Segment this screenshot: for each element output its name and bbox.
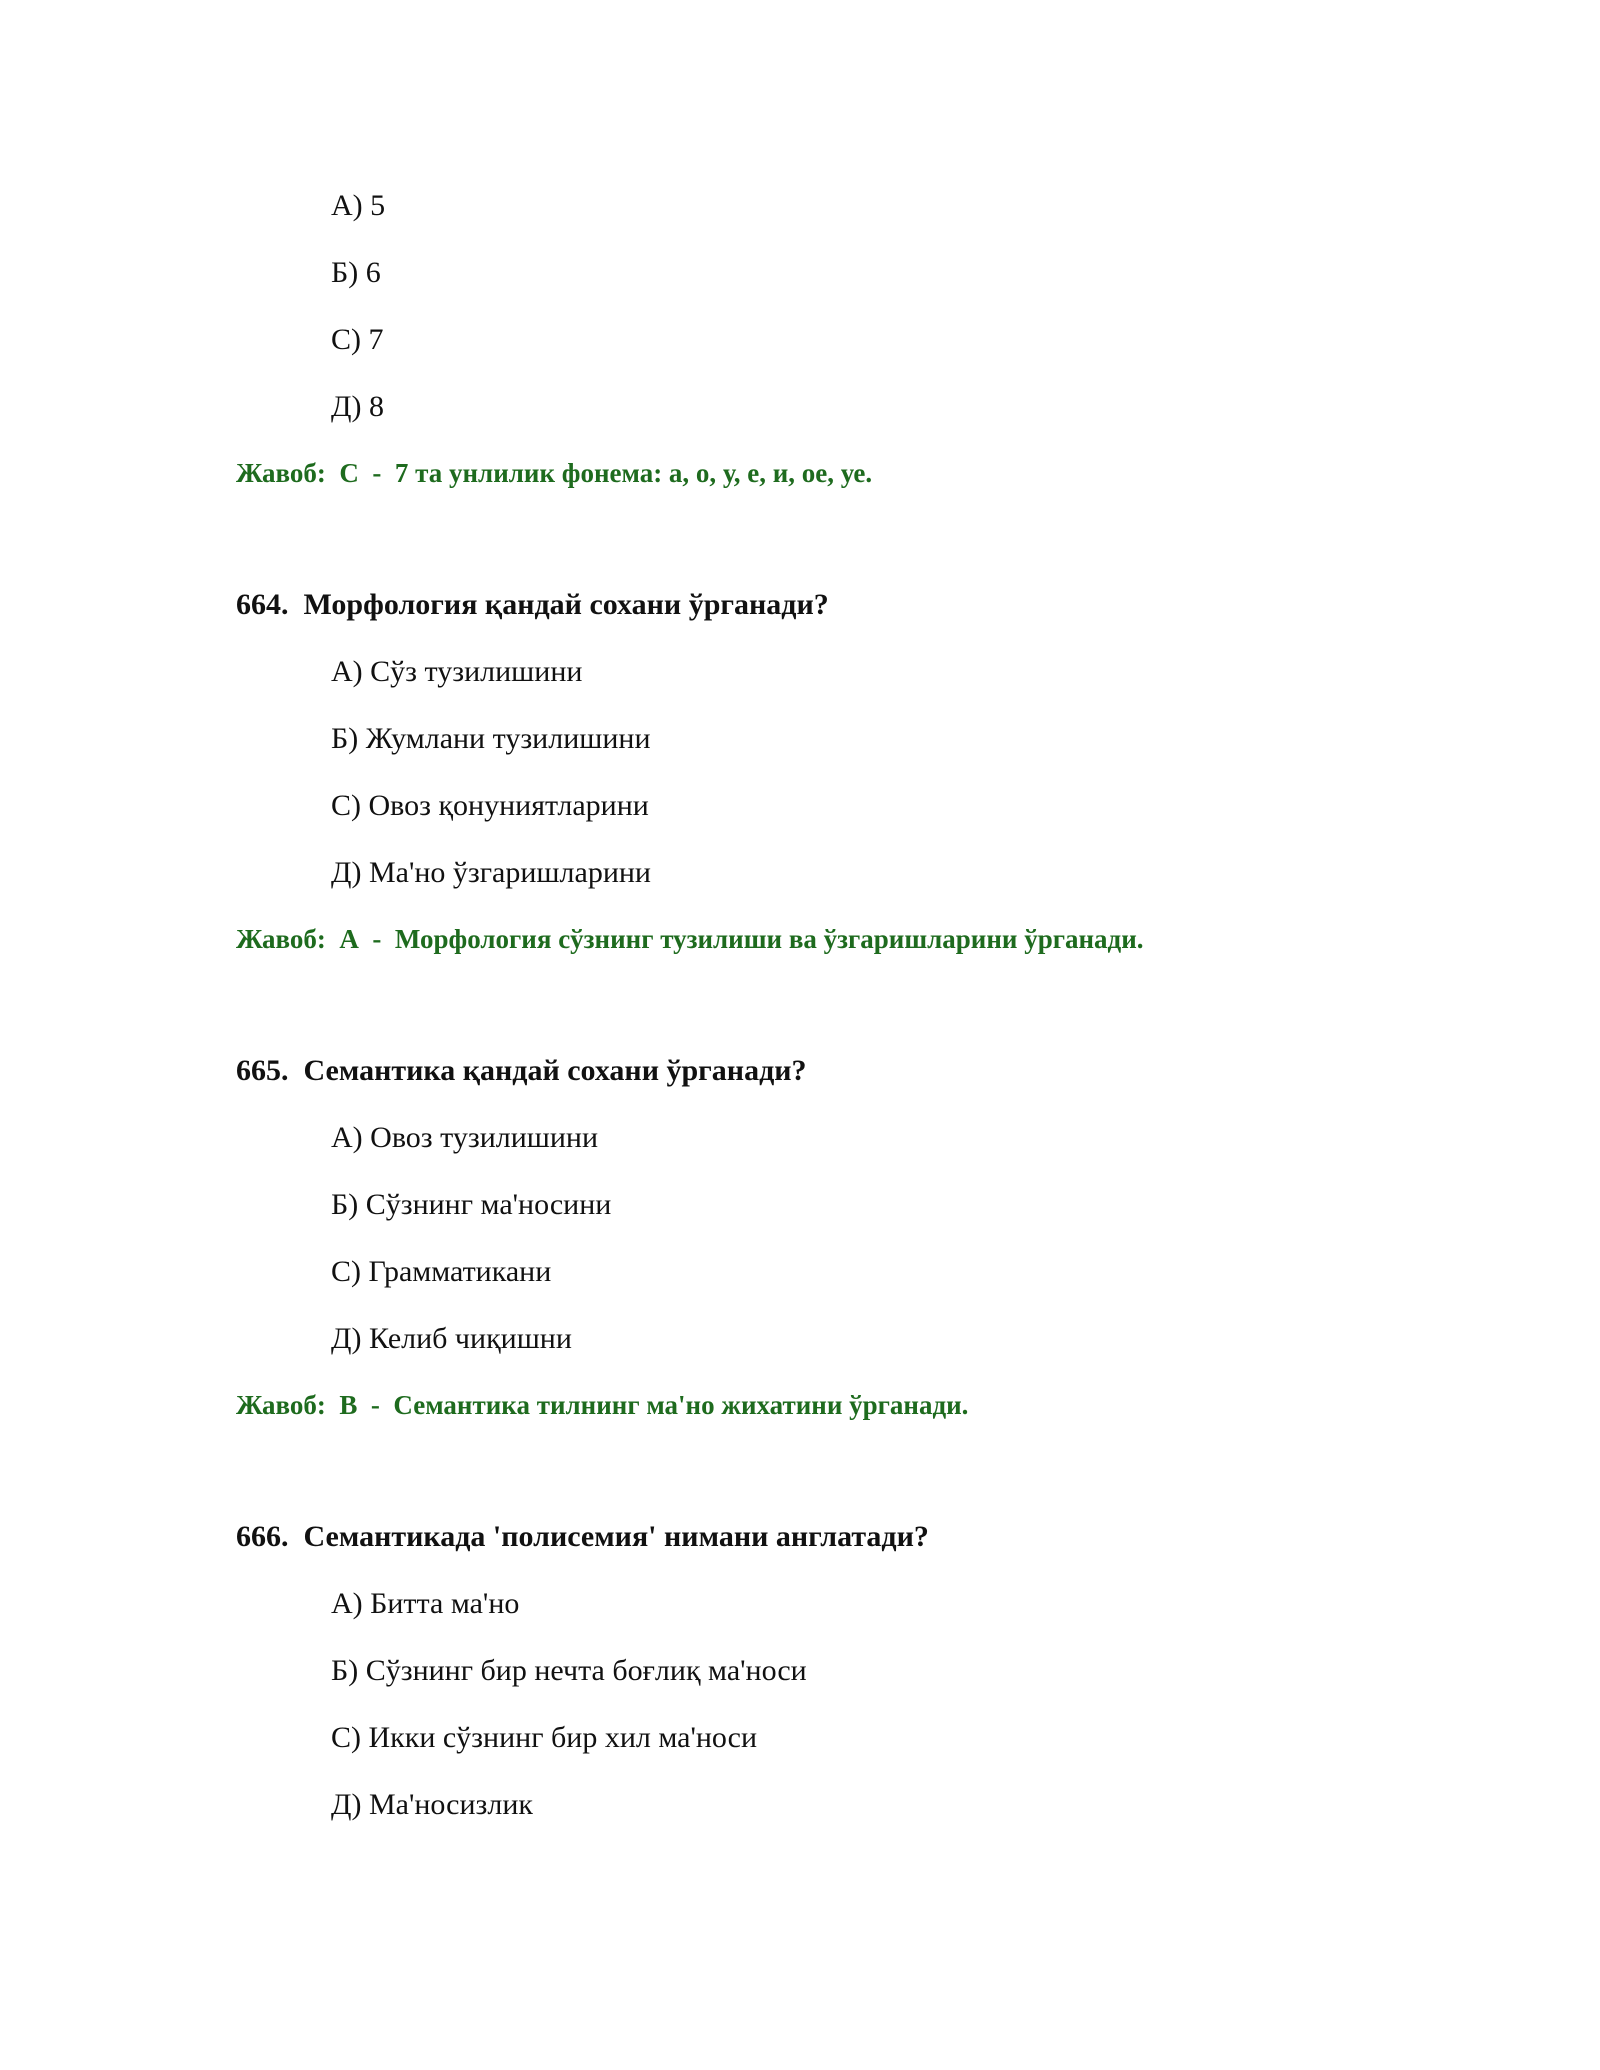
option-b: Б) Сўзнинг ма'носини — [331, 1188, 612, 1221]
option-d: Д) Ма'но ўзгаришларини — [331, 856, 651, 889]
option-c: С) Овоз қонуниятларини — [331, 789, 649, 822]
answer-line: Жавоб: А - Морфология сўзнинг тузилиши ва ўзгаришларини ўрганади. — [236, 924, 1144, 954]
option-a: А) Битта ма'но — [331, 1587, 520, 1620]
question-title: 665. Семантика қандай сохани ўрганади? — [236, 1054, 807, 1087]
question-title: 664. Морфология қандай сохани ўрганади? — [236, 588, 829, 621]
option-c: С) Грамматикани — [331, 1255, 552, 1288]
option-d: Д) 8 — [331, 390, 384, 423]
answer-line: Жавоб: С - 7 та унлилик фонема: а, о, у, е, и, ое, уе. — [236, 458, 873, 488]
option-b: Б) Жумлани тузилишини — [331, 722, 651, 755]
option-b: Б) Сўзнинг бир нечта боғлиқ ма'носи — [331, 1654, 807, 1687]
option-a: А) 5 — [331, 189, 386, 222]
question-title: 666. Семантикада 'полисемия' нимани англатади? — [236, 1520, 929, 1553]
option-a: А) Сўз тузилишини — [331, 655, 583, 688]
option-a: А) Овоз тузилишини — [331, 1121, 599, 1154]
option-d: Д) Ма'носизлик — [331, 1788, 533, 1821]
option-d: Д) Келиб чиқишни — [331, 1322, 572, 1355]
option-c: С) 7 — [331, 323, 384, 356]
option-b: Б) 6 — [331, 256, 381, 289]
option-c: С) Икки сўзнинг бир хил ма'носи — [331, 1721, 758, 1754]
answer-line: Жавоб: В - Семантика тилнинг ма'но жихатини ўрганади. — [236, 1390, 969, 1420]
